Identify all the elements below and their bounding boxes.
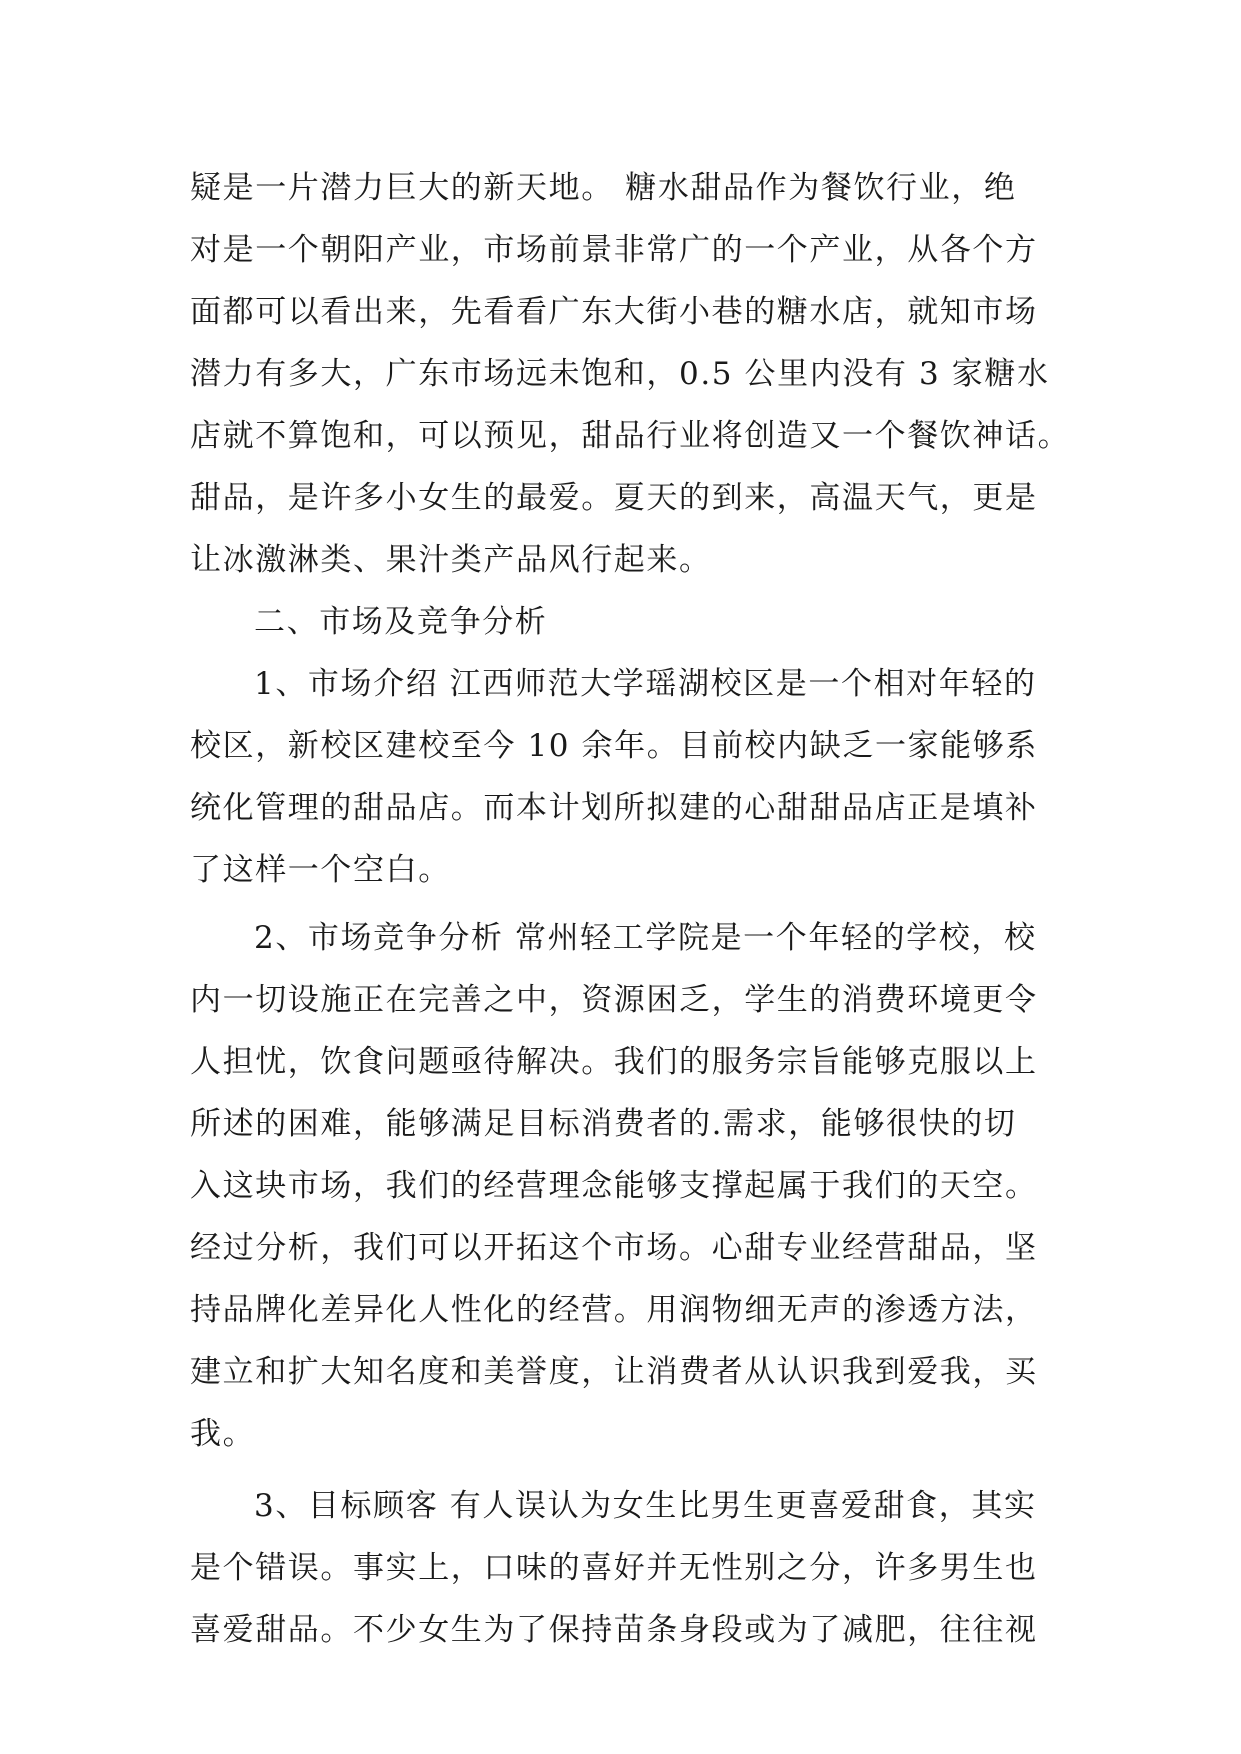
- text-line: 了这样一个空白。: [190, 852, 451, 888]
- text-line: 疑是一片潜力巨大的新天地。 糖水甜品作为餐饮行业，绝: [190, 170, 1017, 206]
- text-line: 校区，新校区建校至今 10 余年。目前校内缺乏一家能够系: [190, 728, 1038, 764]
- text-line: 统化管理的甜品店。而本计划所拟建的心甜甜品店正是填补: [190, 790, 1038, 826]
- text-line: 甜品，是许多小女生的最爱。夏天的到来，高温天气，更是: [190, 480, 1038, 516]
- text-line: 店就不算饱和，可以预见，甜品行业将创造又一个餐饮神话。: [190, 418, 1071, 454]
- paragraph-spacer: [190, 1465, 1050, 1475]
- text-line: 面都可以看出来，先看看广东大街小巷的糖水店，就知市场: [190, 294, 1038, 330]
- text-line: 我。: [190, 1416, 256, 1452]
- section-heading-text: 二、市场及竞争分析: [254, 604, 548, 640]
- text-line: 2、市场竞争分析 常州轻工学院是一个年轻的学校，校: [254, 920, 1037, 956]
- text-line: 所述的困难，能够满足目标消费者的.需求，能够很快的切: [190, 1106, 1017, 1142]
- text-line: 持品牌化差异化人性化的经营。用润物细无声的渗透方法，: [190, 1292, 1038, 1328]
- text-line: 潜力有多大，广东市场远未饱和，0.5 公里内没有 3 家糖水: [190, 356, 1050, 392]
- text-line: 人担忧，饮食问题亟待解决。我们的服务宗旨能够克服以上: [190, 1044, 1038, 1080]
- text-line: 建立和扩大知名度和美誉度，让消费者从认识我到爱我，买: [190, 1354, 1038, 1390]
- text-line: 入这块市场，我们的经营理念能够支撑起属于我们的天空。: [190, 1168, 1038, 1204]
- text-line: 对是一个朝阳产业，市场前景非常广的一个产业，从各个方: [190, 232, 1038, 268]
- paragraph: [190, 1475, 1050, 1661]
- text-line: 让冰激淋类、果汁类产品风行起来。: [190, 542, 712, 578]
- text-line: 喜爱甜品。不少女生为了保持苗条身段或为了减肥，往往视: [190, 1612, 1038, 1648]
- text-line: 是个错误。事实上，口味的喜好并无性别之分，许多男生也: [190, 1550, 1038, 1586]
- text-line: 1、市场介绍 江西师范大学瑶湖校区是一个相对年轻的: [254, 666, 1037, 702]
- text-line: 3、目标顾客 有人误认为女生比男生更喜爱甜食，其实: [254, 1488, 1037, 1524]
- paragraph: [190, 157, 1071, 591]
- text-line: 经过分析，我们可以开拓这个市场。心甜专业经营甜品，坚: [190, 1230, 1038, 1266]
- section-heading: [190, 591, 1050, 653]
- document-body: [190, 157, 1071, 1661]
- paragraph: [190, 653, 1050, 901]
- paragraph: [190, 907, 1050, 1465]
- text-line: 内一切设施正在完善之中，资源困乏，学生的消费环境更令: [190, 982, 1038, 1018]
